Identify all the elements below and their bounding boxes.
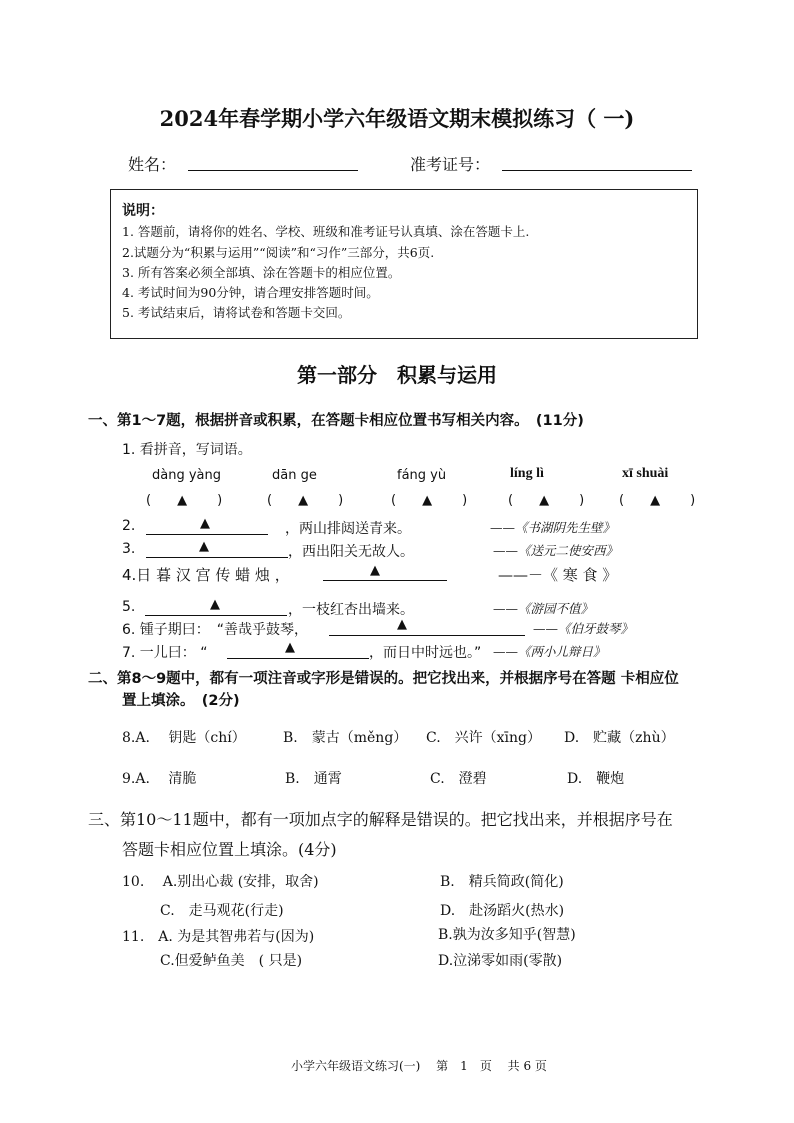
q5-number: 5.	[122, 599, 136, 615]
pinyin-3: fáng yù	[397, 468, 447, 483]
fill-blank[interactable]	[329, 635, 525, 636]
q10-option-d[interactable]: D. 赴汤蹈火(热水)	[440, 903, 565, 919]
answer-marker: ▲	[199, 539, 209, 554]
verse-source: ——－《 寒 食 》	[498, 566, 618, 584]
q3-number: 3.	[122, 541, 136, 557]
verse-text: ，而日中时远也。”	[369, 645, 482, 661]
answer-slot-3[interactable]: ( ▲ )	[391, 493, 468, 508]
q7-text: 7. 一儿曰： “	[122, 645, 208, 661]
q11-option-a[interactable]: 11. A. 为是其智弗若与(因为)	[122, 929, 315, 945]
q10-option-c[interactable]: C. 走马观花(行走)	[160, 903, 284, 919]
fill-blank[interactable]	[145, 615, 287, 616]
verse-source: ——《送元二使安西》	[493, 543, 619, 558]
q2-heading: 二、第8～9题中，都有一项注音或字形是错误的。把它找出来，并根据序号在答题 卡相应位	[88, 671, 679, 687]
instruction-item: 2.试题分为“积累与运用”“阅读”和“习作”三部分，共6页.	[122, 245, 435, 260]
instruction-item: 1. 答题前，请将你的姓名、学校、班级和准考证号认真填、涂在答题卡上.	[122, 224, 530, 239]
name-label: 姓名：	[128, 155, 177, 174]
name-field[interactable]	[188, 170, 358, 171]
q10-option-a[interactable]: 10. A.别出心裁 (安排，取舍)	[122, 874, 319, 890]
section-title: 第一部分 积累与运用	[297, 363, 497, 387]
fill-blank[interactable]	[227, 658, 369, 659]
pinyin-1: dàng yàng	[152, 468, 221, 483]
answer-slot-2[interactable]: ( ▲ )	[267, 493, 344, 508]
answer-slot-5[interactable]: ( ▲ )	[619, 493, 696, 508]
q1-heading: 一、第1～7题，根据拼音或积累，在答题卡相应位置书写相关内容。 (11分)	[88, 413, 584, 429]
q2-heading-cont: 置上填涂。 (2分)	[122, 693, 240, 709]
fill-blank[interactable]	[146, 534, 268, 535]
answer-slot-4[interactable]: ( ▲ )	[508, 493, 585, 508]
verse-source: ——《游园不值》	[493, 601, 594, 616]
q9-option-c[interactable]: C. 澄碧	[430, 771, 487, 787]
q4-text: 4.日 暮 汉 宫 传 蜡 烛 ，	[122, 566, 290, 584]
q11-option-d[interactable]: D.泣涕零如雨(零散)	[438, 953, 563, 969]
q8-option-d[interactable]: D. 贮藏（zhù）	[564, 730, 675, 746]
q2-number: 2.	[122, 518, 136, 534]
instruction-item: 5. 考试结束后，请将试卷和答题卡交回。	[122, 305, 351, 320]
instructions-heading: 说明：	[122, 203, 164, 219]
q3-heading-cont: 答题卡相应位置上填涂。(4分)	[122, 840, 337, 859]
verse-text: ，两山排闼送青来。	[285, 521, 411, 537]
instruction-item: 4. 考试时间为90分钟，请合理安排答题时间。	[122, 285, 379, 300]
answer-marker: ▲	[210, 597, 220, 612]
verse-source: ——《伯牙鼓琴》	[533, 621, 634, 636]
pinyin-5: xī shuài	[622, 466, 669, 481]
q8-option-a[interactable]: 8.A. 钥匙（chí）	[122, 730, 246, 746]
page-footer: 小学六年级语文练习(一) 第 1 页 共 6 页	[291, 1059, 547, 1073]
answer-marker: ▲	[200, 516, 210, 531]
exam-id-label: 准考证号：	[410, 155, 491, 174]
fill-blank[interactable]	[323, 580, 447, 581]
answer-marker: ▲	[370, 563, 380, 578]
verse-source: ——《两小儿辩日》	[493, 644, 606, 659]
q1-sub: 1. 看拼音，写词语。	[122, 442, 252, 458]
verse-source: ——《书湖阴先生壁》	[490, 520, 616, 535]
q6-text: 6. 锺子期曰： “善哉乎鼓琴，	[122, 622, 309, 638]
q11-option-b[interactable]: B.孰为汝多知乎(智慧)	[438, 927, 576, 943]
answer-marker: ▲	[285, 640, 295, 655]
q8-option-b[interactable]: B. 蒙古（měng）	[283, 730, 408, 746]
pinyin-2: dān ge	[272, 468, 317, 483]
verse-text: ，一枝红杏出墙来。	[288, 602, 414, 618]
q10-option-b[interactable]: B. 精兵简政(简化)	[440, 874, 564, 890]
q9-option-d[interactable]: D. 鞭炮	[567, 771, 625, 787]
q11-option-c[interactable]: C.但爱鲈鱼美 ( 只是)	[160, 953, 303, 969]
fill-blank[interactable]	[146, 557, 288, 558]
answer-marker: ▲	[397, 617, 407, 632]
pinyin-4: líng lì	[510, 466, 544, 481]
q9-option-a[interactable]: 9.A. 清脆	[122, 771, 197, 787]
page-title: 2024年春学期小学六年级语文期末模拟练习（ 一)	[159, 106, 635, 131]
exam-id-field[interactable]	[502, 170, 692, 171]
q3-heading: 三、第10～11题中，都有一项加点字的解释是错误的。把它找出来，并根据序号在	[88, 810, 673, 829]
answer-slot-1[interactable]: ( ▲ )	[146, 493, 223, 508]
instruction-item: 3. 所有答案必须全部填、涂在答题卡的相应位置。	[122, 265, 401, 280]
q8-option-c[interactable]: C. 兴许（xīng）	[426, 730, 542, 746]
q9-option-b[interactable]: B. 通霄	[285, 771, 342, 787]
verse-text: ，西出阳关无故人。	[288, 544, 414, 560]
